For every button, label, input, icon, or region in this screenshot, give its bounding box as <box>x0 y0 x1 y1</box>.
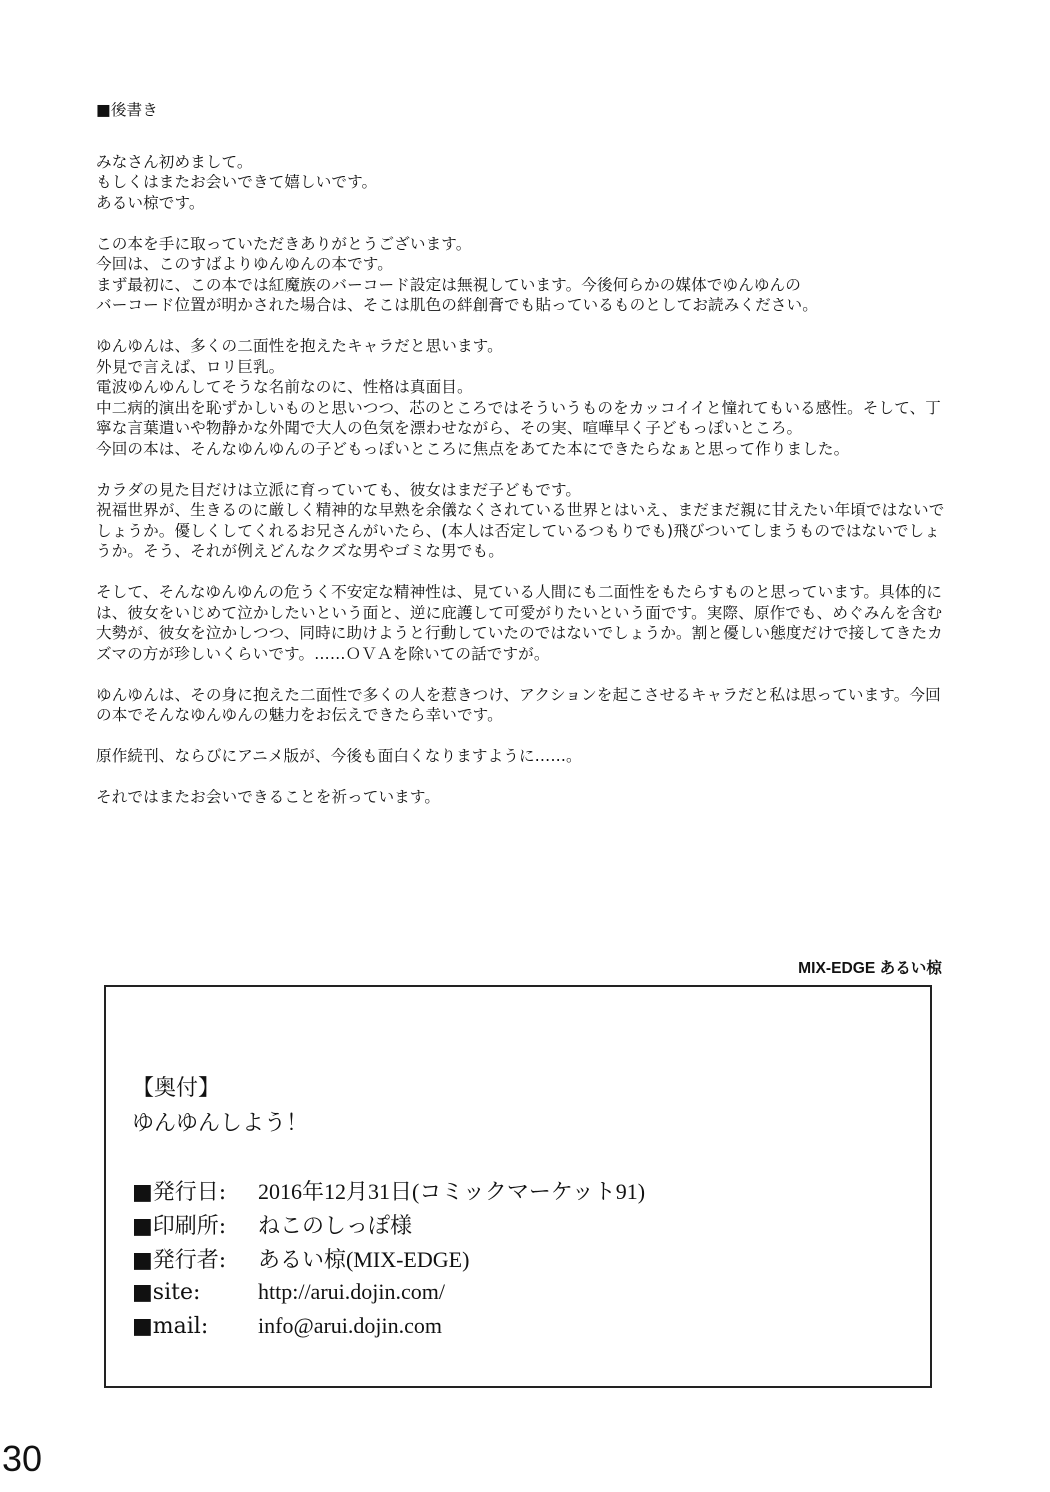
info-row-publisher <box>132 1241 645 1275</box>
colophon-info <box>132 1173 645 1343</box>
mail-address: info@arui.dojin.com <box>258 1313 443 1338</box>
afterword-paragraph: ゆんゆんは、多くの二面性を抱えたキャラだと思います。 外見で言えば、ロリ巨乳。 電波ゆんゆんしてそうな名前なのに、性格は真面目。 中二病的演出を恥ずかしいものと思いつつ、芯のところではそういうものをカッコイイと憧れてもいる感性。そして、丁寧な言葉遣いや物静かな外聞で大人の色気を漂わせながら、その実、喧嘩早く子どもっぽいところ。 今回の本は、そんなゆんゆんの子どもっぽいところに焦点をあてた本にできたらなぁと思って作りました。 <box>96 337 941 458</box>
afterword-paragraph: 原作続刊、ならびにアニメ版が、今後も面白くなりますように……。 <box>96 747 582 765</box>
afterword-paragraph: そして、そんなゆんゆんの危うく不安定な精神性は、見ている人間にも二面性をもたらすものと思っています。具体的には、彼女をいじめて泣かしたいという面と、逆に庇護して可愛がりたいという面です。実際、原作でも、めぐみんを含む大勢が、彼女を泣かしつつ、同時に助けようと行動していたのではないでしょうか。割と優しい態度だけで接してきたカズマの方が珍しいくらいです。……ＯＶＡを除いての話ですが。 <box>96 583 943 663</box>
afterword-paragraph: ゆんゆんは、その身に抱えた二面性で多くの人を惹きつけ、アクションを起こさせるキャラだと私は思っています。今回の本でそんなゆんゆんの魅力をお伝えできたら幸いです。 <box>96 685 941 724</box>
info-value: あるい椋(MIX-EDGE) <box>258 1246 470 1272</box>
colophon-box <box>104 985 932 1388</box>
info-label: ■印刷所: <box>132 1213 227 1239</box>
info-label: ■発行日: <box>132 1179 227 1205</box>
info-row-mail <box>132 1309 645 1343</box>
info-label: ■site: <box>132 1279 201 1305</box>
colophon-heading: 【奥付】 <box>132 1076 221 1101</box>
info-row-release-date <box>132 1173 645 1207</box>
author-signature: MIX-EDGE あるい椋 <box>798 960 942 977</box>
info-value: ねこのしっぽ様 <box>258 1212 413 1238</box>
site-url: http://arui.dojin.com/ <box>258 1279 445 1304</box>
afterword-paragraph: この本を手に取っていただきありがとうございます。 今回は、このすばよりゆんゆんの本です。 まず最初に、この本では紅魔族のバーコード設定は無視しています。今後何らかの媒体でゆんゆんの バーコード位置が明かされた場合は、そこは肌色の絆創膏でも貼っているものとしてお読みください。 <box>96 234 818 314</box>
page-number: 30 <box>2 1438 43 1479</box>
afterword-heading: ■後書き <box>96 101 158 119</box>
afterword-paragraph: カラダの見た目だけは立派に育っていても、彼女はまだ子どもです。 祝福世界が、生きるのに厳しく精神的な早熟を余儀なくされている世界とはいえ、まだまだ親に甘えたい年頃ではないでしょうか。優しくしてくれるお兄さんがいたら、(本人は否定しているつもりでも)飛びついてしまうものではないでしょうか。そう、それが例えどんなクズな男やゴミな男でも。 <box>96 480 945 560</box>
info-label: ■発行者: <box>132 1247 227 1273</box>
afterword-section <box>96 100 946 828</box>
info-label: ■mail: <box>132 1313 209 1339</box>
afterword-paragraph: みなさん初めまして。 もしくはまたお会いできて嬉しいです。 あるい椋です。 <box>96 152 378 212</box>
book-title: ゆんゆんしよう！ <box>132 1111 309 1136</box>
info-row-printer <box>132 1207 645 1241</box>
info-value: 2016年12月31日(コミックマーケット91) <box>258 1178 646 1204</box>
afterword-paragraph: それではまたお会いできることを祈っています。 <box>96 788 441 806</box>
info-row-site <box>132 1275 645 1309</box>
